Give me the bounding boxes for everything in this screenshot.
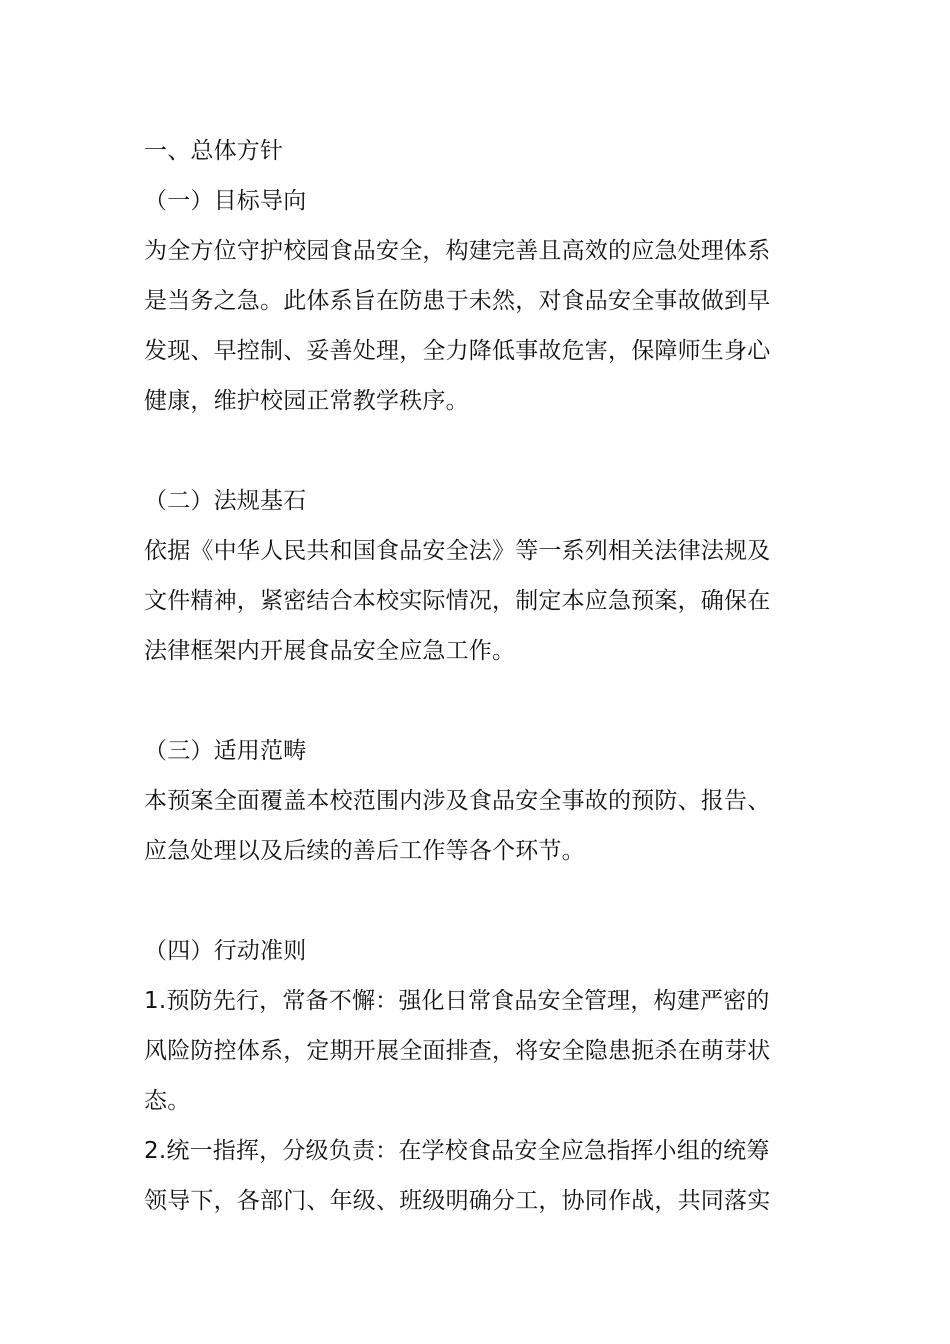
subsection-heading-4: （四）行动准则 [144, 938, 307, 964]
paragraph-line: 为全方位守护校园食品安全，构建完善且高效的应急处理体系 [144, 238, 771, 264]
paragraph-spacer [144, 876, 808, 926]
paragraph-line: 文件精神，紧密结合本校实际情况，制定本应急预案，确保在 [144, 588, 771, 614]
paragraph-line: 2.统一指挥，分级负责：在学校食品安全应急指挥小组的统筹 [144, 1138, 770, 1164]
section-title: 一、总体方针 [144, 138, 284, 164]
paragraph-line: 本预案全面覆盖本校范围内涉及食品安全事故的预防、报告、 [144, 788, 771, 814]
paragraph-spacer [144, 426, 808, 476]
paragraph-line: 法律框架内开展食品安全应急工作。 [144, 638, 516, 664]
paragraph-line: 发现、早控制、妥善处理，全力降低事故危害，保障师生身心 [144, 338, 771, 364]
paragraph-line: 是当务之急。此体系旨在防患于未然，对食品安全事故做到早 [144, 288, 771, 314]
paragraph-line: 态。 [144, 1088, 191, 1114]
subsection-heading-1: （一）目标导向 [144, 188, 307, 214]
paragraph-line: 健康，维护校园正常教学秩序。 [144, 388, 469, 414]
document-page [144, 126, 808, 1226]
subsection-heading-3: （三）适用范畴 [144, 738, 307, 764]
subsection-heading-2: （二）法规基石 [144, 488, 307, 514]
paragraph-line: 领导下，各部门、年级、班级明确分工，协同作战，共同落实 [144, 1188, 771, 1214]
paragraph-line: 应急处理以及后续的善后工作等各个环节。 [144, 838, 585, 864]
paragraph-line: 依据《中华人民共和国食品安全法》等一系列相关法律法规及 [144, 538, 771, 564]
paragraph-spacer [144, 676, 808, 726]
paragraph-line: 1.预防先行，常备不懈：强化日常食品安全管理，构建严密的 [144, 988, 770, 1014]
paragraph-line: 风险防控体系，定期开展全面排查，将安全隐患扼杀在萌芽状 [144, 1038, 771, 1064]
